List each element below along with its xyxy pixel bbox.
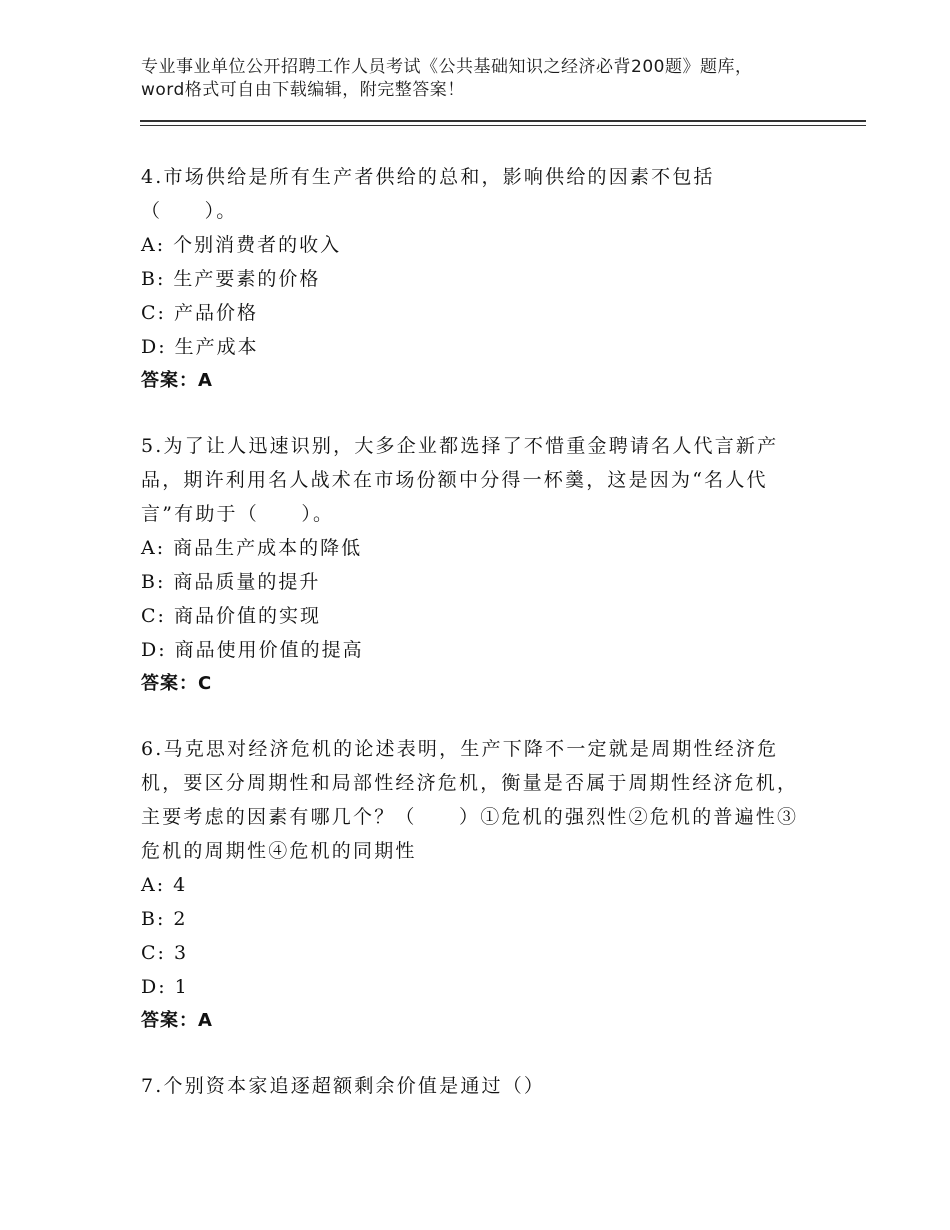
answer-line: 答案：C — [141, 673, 213, 694]
option-b: B: 2 — [141, 908, 188, 930]
question-6 — [141, 732, 821, 1038]
option-a: A: 个别消费者的收入 — [141, 234, 342, 256]
question-stem: 6.马克思对经济危机的论述表明，生产下降不一定就是周期性经济危机，要区分周期性和局部性经济危机，衡量是否属于周期性经济危机，主要考虑的因素有哪几个？（ ）①危机的强烈性②危机的普遍性③危机的周期性④危机的同期性 — [141, 738, 799, 862]
option-c: C: 3 — [141, 942, 189, 964]
option-a: A: 商品生产成本的降低 — [141, 537, 363, 559]
question-stem: 5.为了让人迅速识别，大多企业都选择了不惜重金聘请名人代言新产品，期许利用名人战术在市场份额中分得一杯羹，这是因为“名人代言”有助于（ ）。 — [141, 435, 779, 525]
option-c: C: 产品价格 — [141, 302, 258, 324]
option-d: D: 1 — [141, 976, 189, 998]
option-c: C: 商品价值的实现 — [141, 605, 321, 627]
option-d: D: 商品使用价值的提高 — [141, 639, 364, 661]
option-d: D: 生产成本 — [141, 336, 259, 358]
question-5 — [141, 429, 821, 701]
option-b: B: 商品质量的提升 — [141, 571, 321, 593]
question-4 — [141, 160, 821, 398]
answer-line: 答案：A — [141, 1010, 213, 1031]
option-b: B: 生产要素的价格 — [141, 268, 321, 290]
option-a: A: 4 — [141, 874, 188, 896]
header-divider-thin — [140, 125, 866, 126]
question-list — [141, 160, 821, 1134]
question-stem: 7.个别资本家追逐超额剩余价值是通过（） — [141, 1075, 546, 1097]
question-stem: 4.市场供给是所有生产者供给的总和，影响供给的因素不包括（ ）。 — [141, 166, 715, 222]
document-header: 专业事业单位公开招聘工作人员考试《公共基础知识之经济必背200题》题库，word格式可自由下载编辑，附完整答案！ — [141, 57, 753, 100]
header-divider-thick — [140, 120, 866, 122]
answer-line: 答案：A — [141, 370, 213, 391]
question-7 — [141, 1069, 821, 1103]
